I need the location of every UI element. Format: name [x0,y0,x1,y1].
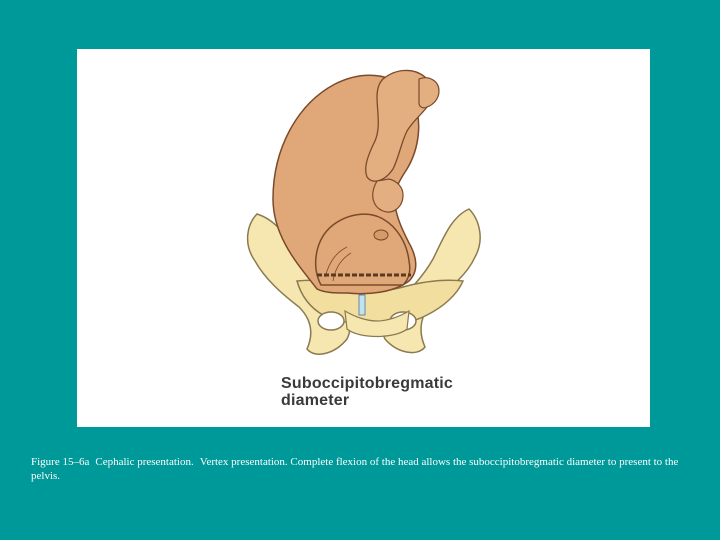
diagram-label: Suboccipitobregmatic diameter [281,375,454,409]
figure-caption [31,455,691,483]
fetus [273,70,439,293]
caption-figure-number: Figure 15–6a [31,456,90,468]
fetus-arm [373,179,403,212]
fetal-presentation-illustration [77,49,650,427]
caption-text: Vertex presentation. Complete flexion of the head allows the suboccipitobregmatic diameter to present to the pelvis. [31,456,679,482]
figure-panel [77,49,650,427]
left-obturator-foramen [318,312,344,330]
fetus-ear [374,230,388,240]
caption-title: Cephalic presentation. [95,456,194,468]
diameter-marker [359,295,365,315]
fetus-foot [419,78,439,108]
